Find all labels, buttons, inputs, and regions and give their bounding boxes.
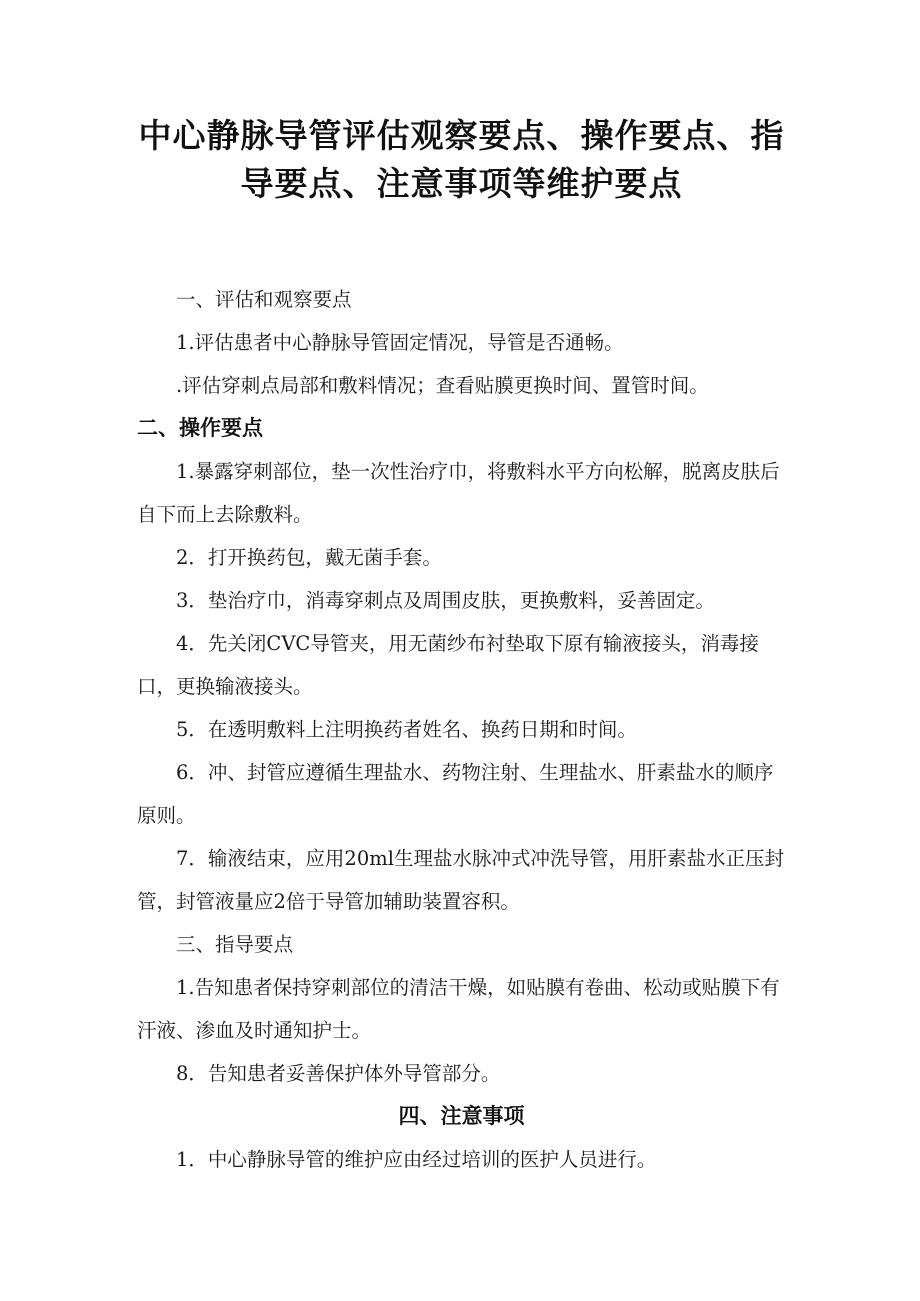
section-assessment	[137, 278, 786, 407]
operation-item-1: 1.暴露穿刺部位，垫一次性治疗巾，将敷料水平方向松解，脱离皮肤后自下而上去除敷料。	[137, 460, 780, 526]
guidance-item-2: 8．告知患者妥善保护体外导管部分。	[176, 1062, 501, 1085]
title-line-2: 导要点、注意事项等维护要点	[240, 164, 683, 203]
section-heading-precautions: 四、注意事项	[398, 1104, 525, 1128]
operation-item-2: 2．打开换药包，戴无菌手套。	[176, 546, 442, 569]
assessment-item-2: .评估穿刺点局部和敷料情况；查看贴膜更换时间、置管时间。	[176, 374, 709, 397]
section-guidance	[137, 923, 786, 1095]
title-line-1: 中心静脉导管评估观察要点、操作要点、指	[138, 116, 785, 155]
section-heading-assessment: 一、评估和观察要点	[176, 288, 352, 311]
document-title	[137, 112, 786, 208]
assessment-item-1: 1.评估患者中心静脉导管固定情况，导管是否通畅。	[176, 331, 624, 354]
guidance-item-1: 1.告知患者保持穿刺部位的清洁干燥，如贴膜有卷曲、松动或贴膜下有汗液、渗血及时通知护士。	[137, 976, 780, 1042]
section-heading-guidance: 三、指导要点	[176, 933, 294, 956]
precautions-item-1: 1．中心静脉导管的维护应由经过培训的医护人员进行。	[176, 1148, 657, 1171]
operation-item-7: 7．输液结束，应用20ml生理盐水脉冲式冲洗导管，用肝素盐水正压封管，封管液量应2倍于导管加辅助装置容积。	[137, 847, 784, 913]
operation-item-6: 6．冲、封管应遵循生理盐水、药物注射、生理盐水、肝素盐水的顺序原则。	[137, 761, 774, 827]
operation-item-3: 3．垫治疗巾，消毒穿刺点及周围皮肤，更换敷料，妥善固定。	[176, 589, 715, 612]
operation-item-5: 5．在透明敷料上注明换药者姓名、换药日期和时间。	[176, 718, 637, 741]
section-precautions	[137, 1095, 786, 1181]
section-operation	[137, 407, 786, 923]
section-heading-operation: 二、操作要点	[137, 416, 263, 440]
operation-item-4: 4．先关闭CVC导管夹，用无菌纱布衬垫取下原有输液接头，消毒接口，更换输液接头。	[137, 632, 759, 698]
